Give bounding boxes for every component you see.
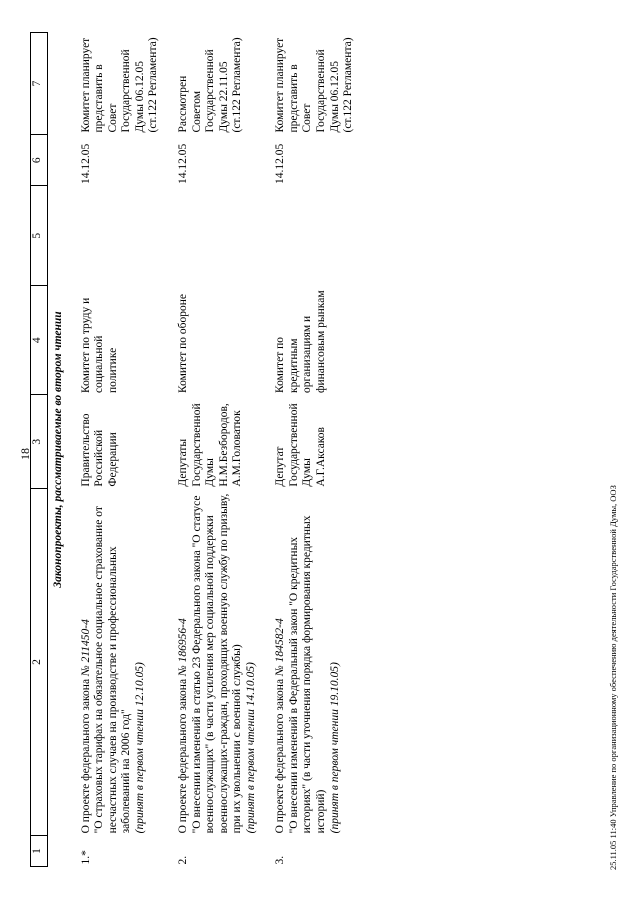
bill-note: Комитет планирует представить в Совет Государственной Думы 06.12.05 (ст.122 Регламента) [79, 37, 160, 133]
bill-title-prefix: О проекте федерального закона [176, 676, 189, 834]
bill-number: № 186956-4 [176, 618, 189, 677]
row-number: 2. [176, 855, 189, 865]
bill-committee: Комитет по кредитным организациям и финансовым рынкам [274, 290, 327, 393]
bill-name: "О внесении изменений в статью 23 Федерального закона "О статусе военнослужащих" (в части усиления мер социальной поддержки военнослужащих-граждан, проходящих военную службу по призыву, при их увольнении с военной службы) [190, 493, 244, 834]
bill-note: Комитет планирует представить в Совет Государственной Думы 06.12.05 (ст.122 Регламента) [274, 37, 355, 133]
column-header-7: 7 [31, 33, 48, 135]
bill-first-reading: (принят в первом чтении 12.10.05) [133, 662, 146, 834]
bill-date: 14.12.05 [176, 143, 189, 184]
bill-title-prefix: О проекте федерального закона [79, 676, 92, 834]
bill-col5 [266, 186, 363, 286]
page-number: 18 [18, 448, 32, 460]
column-header-3: 3 [31, 395, 48, 489]
column-header-4: 4 [31, 286, 48, 395]
column-header-2: 2 [31, 489, 48, 836]
row-number: 3. [274, 855, 287, 865]
section-title: Законопроекты, рассматриваемые во втором чтении [52, 311, 64, 588]
column-header-6: 6 [31, 135, 48, 186]
bill-date: 14.12.05 [79, 143, 92, 184]
table-row [169, 33, 266, 867]
bill-col5 [169, 186, 266, 286]
bill-committee: Комитет по труду и социальной политике [79, 297, 119, 393]
bill-author: Депутаты Государственной Думы Н.М.Безбородов, А.М.Головатюк [176, 403, 244, 487]
bill-author: Депутат Государственной Думы А.Г.Аксаков [274, 403, 327, 487]
column-header-5: 5 [31, 186, 48, 286]
bill-first-reading: (принят в первом чтении 14.10.05) [244, 662, 257, 834]
bill-number: № 184582-4 [274, 618, 287, 677]
section-row [48, 33, 72, 867]
bill-title-prefix: О проекте федерального закона [274, 676, 287, 834]
bills-table [30, 32, 364, 867]
page-footer: 25.11.05 11:40 Управление по организационному обеспечению деятельности Государственной Думы, ООЗ [608, 485, 618, 870]
column-header-1: 1 [31, 835, 48, 866]
bill-title [169, 489, 266, 836]
bill-title [72, 489, 169, 836]
table-row [266, 33, 363, 867]
bill-author: Правительство Российской Федерации [79, 413, 119, 487]
bill-committee: Комитет по обороне [176, 294, 189, 393]
bill-name: "О страховых тарифах на обязательное социальное страхование от несчастных случаев на производстве и профессиональных заболеваний на 2006 год" [93, 506, 133, 834]
bill-date: 14.12.05 [274, 143, 287, 184]
table-row [72, 33, 169, 867]
column-header-row [31, 33, 48, 867]
bill-first-reading: (принят в первом чтении 19.10.05) [328, 662, 341, 834]
bill-title [266, 489, 363, 836]
row-number: 1.* [79, 850, 92, 865]
bill-note: Рассмотрен Советом Государственной Думы 22.11.05 (ст.122 Регламента) [176, 37, 244, 133]
bill-number: № 211450-4 [79, 619, 92, 677]
bill-name: "О внесении изменений в Федеральный закон "О кредитных историях" (в части уточнения порядка формирования кредитных историй) [287, 515, 327, 834]
bill-col5 [72, 186, 169, 286]
